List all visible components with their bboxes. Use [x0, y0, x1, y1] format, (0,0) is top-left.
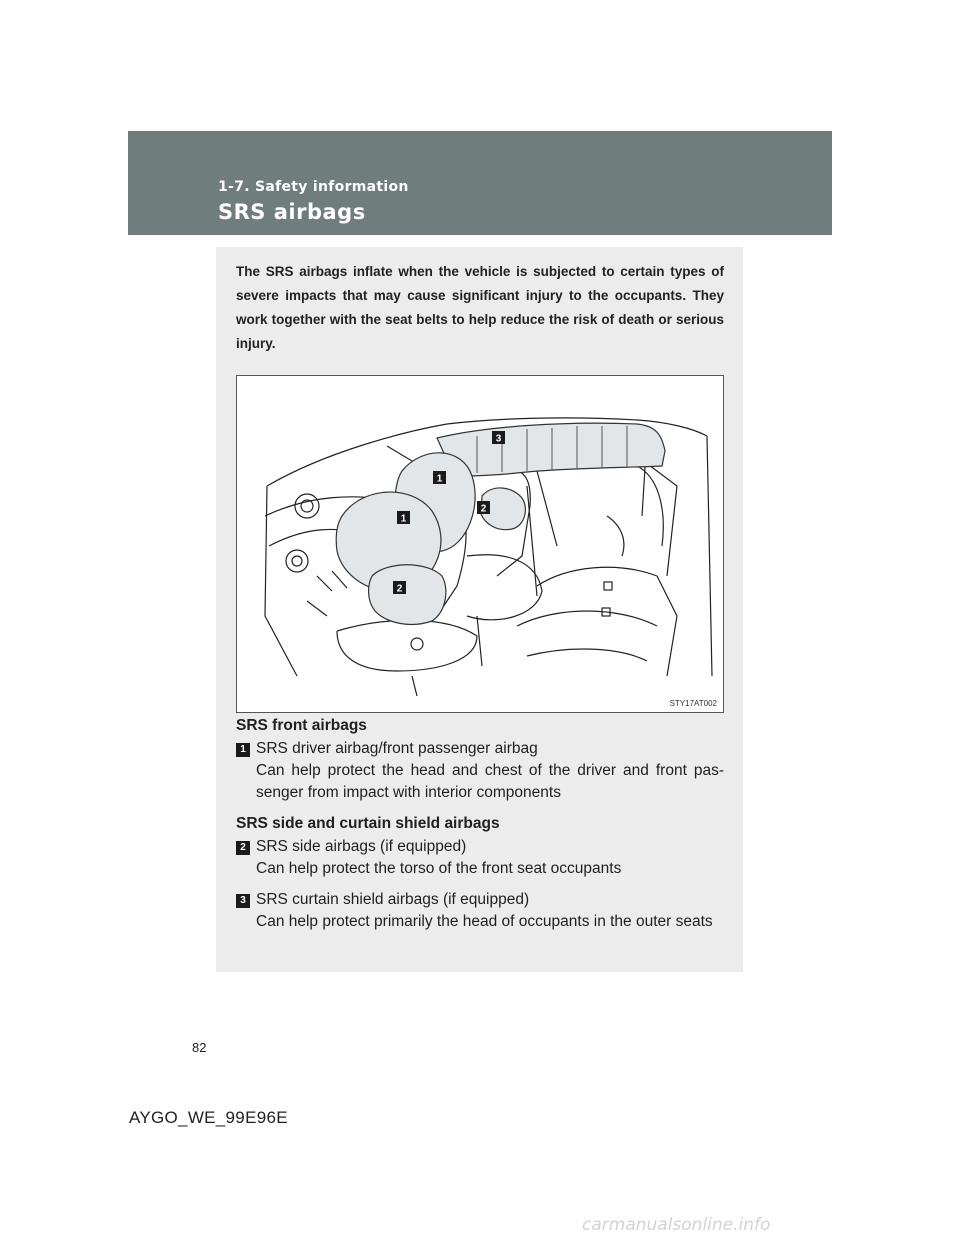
section-label: 1-7. Safety information: [218, 179, 409, 195]
svg-text:2: 2: [396, 583, 403, 595]
car-interior-drawing: [237, 376, 723, 712]
list-item: [236, 738, 724, 804]
item-title: SRS curtain shield airbags (if equipped): [256, 891, 530, 908]
svg-text:1: 1: [400, 513, 407, 525]
item-description: Can help protect the head and chest of the driver and front pas-senger from impact with interior components: [256, 762, 724, 801]
side-curtain-heading: SRS side and curtain shield airbags: [236, 815, 500, 832]
item-title: SRS side airbags (if equipped): [256, 838, 467, 855]
front-airbags-heading: SRS front airbags: [236, 717, 367, 734]
list-item: [236, 889, 724, 933]
intro-paragraph: The SRS airbags inflate when the vehicle is subjected to certain types of severe impacts that may cause significant injury to the occupants. They work together with the seat belts to help reduce the risk of death or serious injury.: [236, 264, 724, 351]
list-item: [236, 836, 724, 880]
header-band: [128, 131, 832, 235]
svg-text:2: 2: [480, 503, 487, 515]
figure-code: STY17AT002: [669, 699, 717, 708]
content-panel: [216, 247, 743, 972]
svg-text:3: 3: [495, 433, 502, 445]
airbag-list: [236, 715, 724, 942]
page-number: 82: [192, 1040, 207, 1055]
item-description: Can help protect the torso of the front seat occupants: [256, 860, 622, 877]
document-code: AYGO_WE_99E96E: [129, 1108, 288, 1127]
number-badge: 2: [236, 841, 250, 855]
svg-text:1: 1: [436, 473, 443, 485]
item-title: SRS driver airbag/front passenger airbag: [256, 740, 538, 757]
number-badge: 1: [236, 743, 250, 757]
airbag-illustration: [236, 375, 724, 713]
watermark: carmanualsonline.info: [582, 1215, 771, 1235]
item-description: Can help protect primarily the head of occupants in the outer seats: [256, 913, 713, 930]
page-title: SRS airbags: [218, 200, 366, 224]
number-badge: 3: [236, 894, 250, 908]
